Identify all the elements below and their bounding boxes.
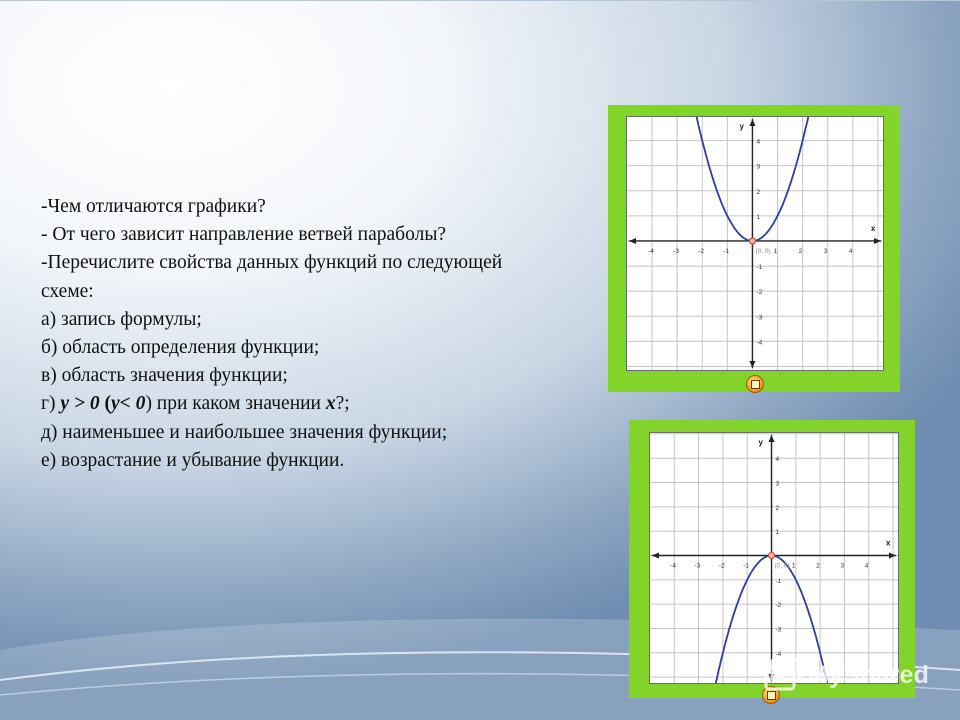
item-a: а) запись формулы; (41, 308, 202, 330)
x-tick-label: -2 (698, 247, 705, 255)
item-g-y-pos: y > 0 (60, 393, 100, 415)
question-1: -Чем отличаются графики? (41, 196, 266, 217)
x-tick-label: 3 (840, 562, 845, 570)
item-e: е) возрастание и убывание функции. (41, 449, 345, 471)
watermark-text: MyShared (808, 661, 930, 689)
item-b: б) область определения функции; (41, 337, 320, 359)
y-tick-label: 3 (756, 163, 761, 171)
y-tick-label: -4 (756, 339, 763, 347)
x-tick-label: 1 (773, 247, 778, 255)
x-tick-label: -2 (718, 562, 725, 570)
y-tick-label: 4 (775, 456, 780, 464)
question-2: - От чего зависит направление ветвей параболы? (41, 224, 447, 246)
item-g-x: x (325, 393, 336, 415)
y-tick-label: -3 (756, 314, 763, 322)
y-tick-label: 1 (756, 213, 761, 221)
item-g-end: ?; (335, 393, 350, 415)
y-tick-label: 2 (756, 188, 761, 196)
x-tick-label: 4 (848, 247, 853, 255)
x-tick-label: -4 (648, 247, 654, 255)
y-axis-label: y (758, 438, 763, 447)
y-axis-label: y (739, 122, 744, 131)
y-tick-label: -2 (756, 289, 763, 297)
item-g-mid: ( (99, 393, 112, 415)
graph-svg-top (627, 117, 883, 370)
x-tick-label: -4 (670, 562, 677, 570)
graph-svg-bottom (650, 433, 898, 683)
graph-plot-top (626, 116, 884, 371)
y-tick-label: -1 (775, 577, 782, 585)
y-tick-label: 3 (775, 480, 780, 488)
y-tick-label: 4 (756, 138, 761, 146)
y-tick-label: -1 (756, 264, 763, 272)
item-v: в) область значения функции; (41, 365, 288, 387)
item-d: д) наименьшее и наибольшее значения функции; (41, 421, 448, 443)
x-tick-label: 2 (798, 247, 803, 255)
questions-text (41, 193, 511, 475)
x-tick-label: -1 (723, 247, 730, 255)
x-tick-label: -3 (673, 247, 679, 255)
x-tick-label: 4 (864, 562, 869, 570)
slide-top-border (0, 0, 960, 11)
y-tick-label: 1 (775, 529, 780, 537)
vertex-label: (0, 0) (755, 247, 771, 255)
vertex-point (769, 553, 775, 559)
x-tick-label: 1 (791, 562, 796, 570)
y-tick-label: -4 (775, 650, 782, 658)
slide-action-icon[interactable] (746, 375, 764, 393)
item-g (41, 390, 511, 418)
watermark-logo-icon (762, 655, 804, 693)
item-g-y-neg: y< 0 (111, 393, 146, 415)
question-3: -Перечислите свойства данных функций по следующей схеме: (41, 252, 503, 302)
graph-plot-bottom (649, 432, 899, 684)
x-tick-label: -1 (743, 562, 749, 570)
x-axis-label: x (886, 538, 891, 548)
item-g-rest: ) при каком значении (145, 393, 326, 415)
y-tick-label: -2 (775, 602, 782, 610)
vertex-point (749, 238, 755, 244)
x-tick-label: 3 (823, 247, 828, 255)
item-g-prefix: г) (41, 393, 61, 415)
y-tick-label: -3 (775, 626, 782, 634)
y-tick-label: 2 (775, 504, 780, 512)
x-axis-label: x (871, 223, 876, 233)
watermark (762, 655, 932, 695)
vertex-label: (0, 0) (774, 562, 790, 570)
x-tick-label: 2 (816, 562, 820, 570)
graph-panel-top (608, 105, 900, 392)
x-tick-label: -3 (694, 562, 701, 570)
